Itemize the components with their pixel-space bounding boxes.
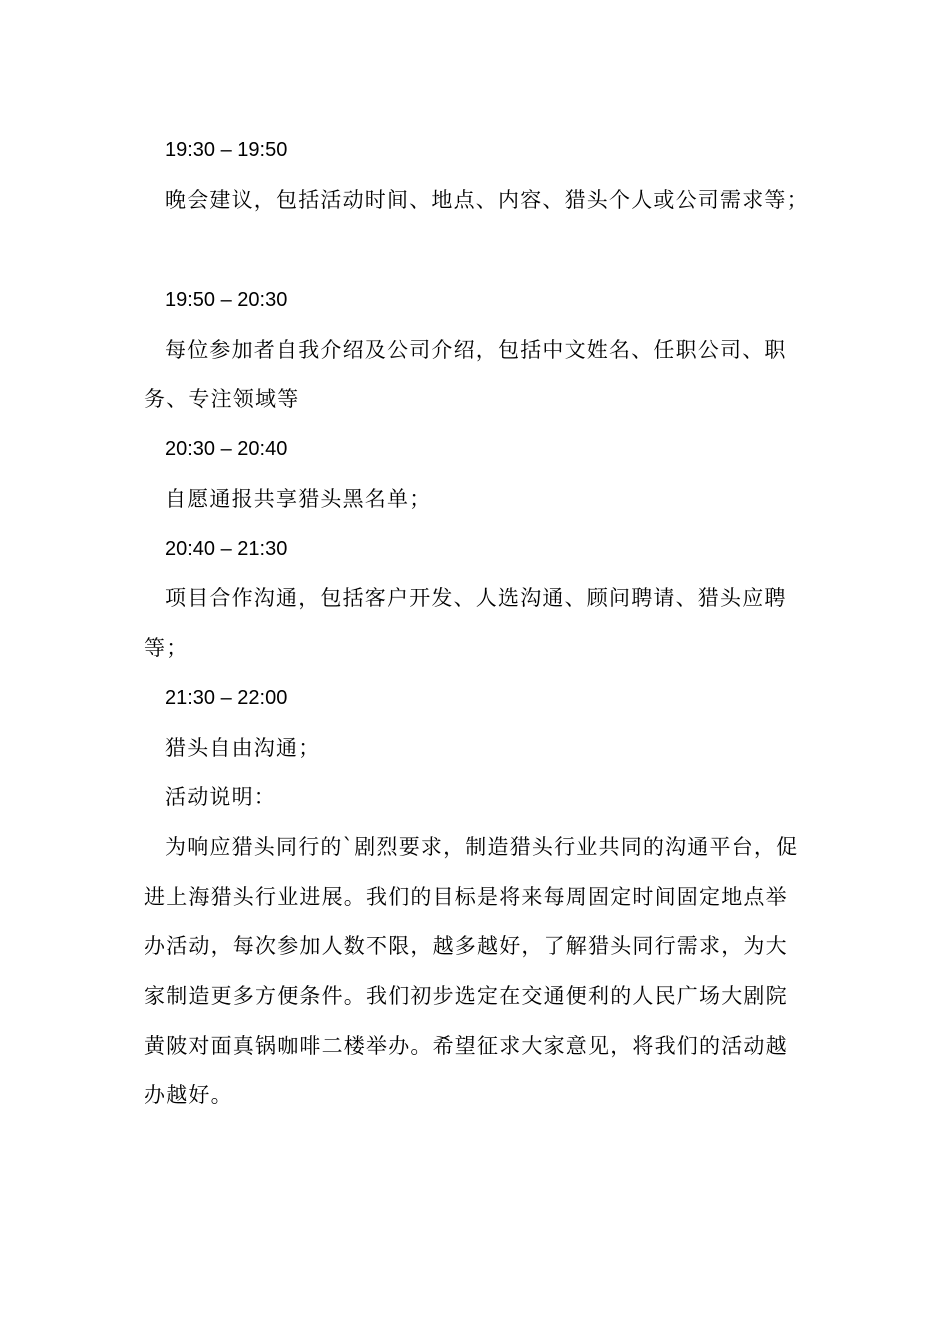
schedule-time-1: 19:30 – 19:50	[165, 139, 288, 161]
schedule-desc-1: 晚会建议，包括活动时间、地点、内容、猎头个人或公司需求等；	[165, 188, 809, 212]
notes-line-2: 进上海猎头行业进展。我们的目标是将来每周固定时间固定地点举	[144, 885, 788, 909]
schedule-time-3: 20:30 – 20:40	[165, 438, 288, 460]
schedule-time-4: 20:40 – 21:30	[165, 538, 288, 560]
schedule-desc-2: 每位参加者自我介绍及公司介绍，包括中文姓名、任职公司、职	[165, 338, 787, 362]
notes-line-4: 家制造更多方便条件。我们初步选定在交通便利的人民广场大剧院	[144, 984, 788, 1008]
notes-line-6: 办越好。	[144, 1083, 233, 1107]
schedule-desc-3: 自愿通报共享猎头黑名单；	[165, 487, 432, 511]
notes-line-3: 办活动，每次参加人数不限，越多越好，了解猎头同行需求，为大	[144, 934, 788, 958]
notes-line-5: 黄陂对面真锅咖啡二楼举办。希望征求大家意见，将我们的活动越	[144, 1034, 788, 1058]
schedule-time-2: 19:50 – 20:30	[165, 289, 288, 311]
notes-heading: 活动说明：	[165, 785, 276, 809]
schedule-desc-4: 项目合作沟通，包括客户开发、人选沟通、顾问聘请、猎头应聘	[165, 586, 787, 610]
schedule-desc-5: 猎头自由沟通；	[165, 736, 321, 760]
schedule-desc-4-cont: 等；	[144, 636, 189, 660]
notes-line-1: 为响应猎头同行的`剧烈要求，制造猎头行业共同的沟通平台，促	[165, 835, 799, 859]
schedule-desc-2-cont: 务、专注领域等	[144, 387, 300, 411]
schedule-time-5: 21:30 – 22:00	[165, 687, 288, 709]
